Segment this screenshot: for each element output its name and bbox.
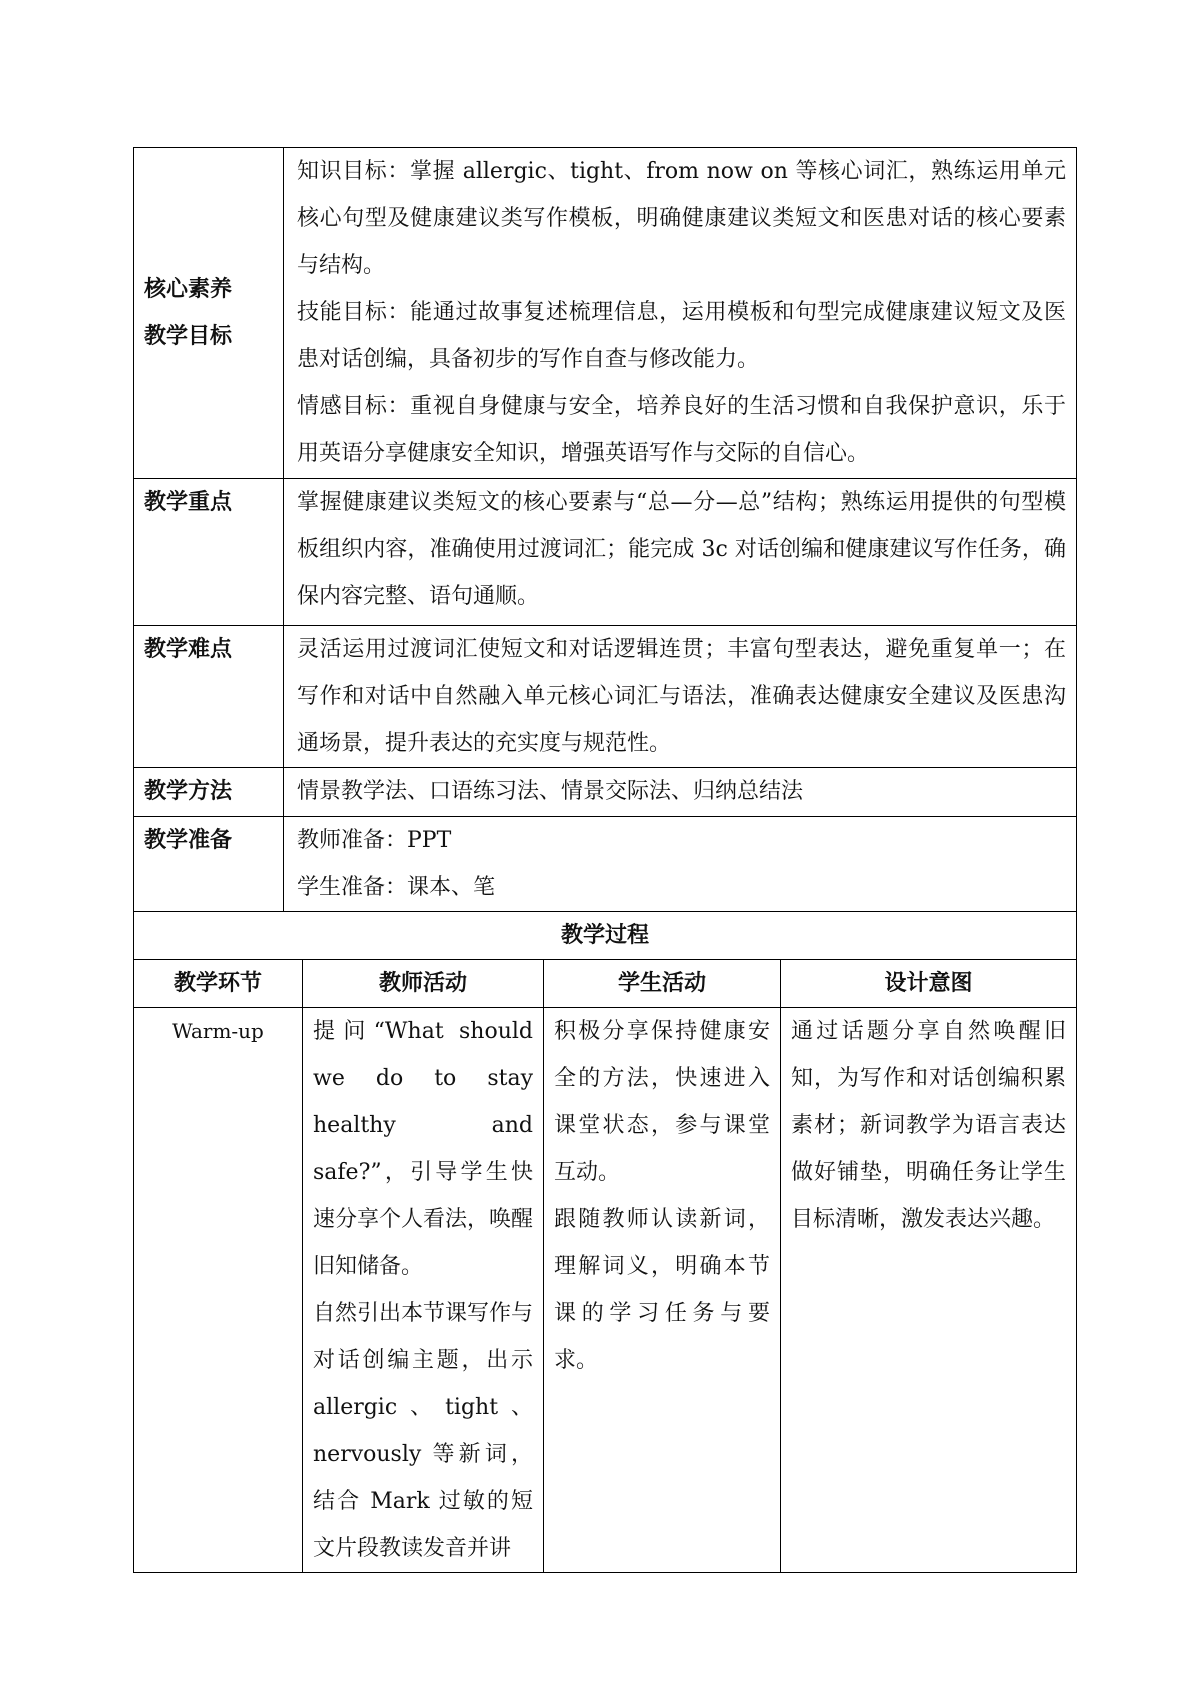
table-row: [134, 912, 1077, 960]
key-points-content: [284, 479, 1077, 626]
lesson-info-table: [133, 147, 1077, 912]
column-header: 设计意图: [781, 960, 1077, 1008]
teacher-activity-cell: [303, 1008, 544, 1573]
paragraph: 情景教学法、口语练习法、情景交际法、归纳总结法: [297, 779, 804, 804]
row-label-methods: [134, 768, 284, 817]
preparation-content: [284, 817, 1077, 912]
table-row: [134, 768, 1077, 817]
design-intent-cell: [781, 1008, 1077, 1573]
paragraph: 技能目标：能通过故事复述梳理信息，运用模板和句型完成健康建议短文及医患对话创编，具备初步的写作自查与修改能力。: [297, 300, 1066, 372]
table-row: [134, 148, 1077, 479]
label-line: 教学难点: [144, 636, 233, 662]
process-table: [133, 911, 1077, 1573]
paragraph: 通过话题分享自然唤醒旧知，为写作和对话创编积累素材；新词教学为语言表达做好铺垫，明确任务让学生目标清晰，激发表达兴趣。: [791, 1019, 1067, 1232]
stage-label: Warm-up: [172, 1019, 264, 1043]
table-header-row: [134, 960, 1077, 1008]
label-line: 教学准备: [144, 827, 233, 853]
table-row: [134, 626, 1077, 768]
row-label-key-points: [134, 479, 284, 626]
methods-content: [284, 768, 1077, 817]
difficulties-content: [284, 626, 1077, 768]
paragraph: 掌握健康建议类短文的核心要素与“总—分—总”结构；熟练运用提供的句型模板组织内容，准确使用过渡词汇；能完成 3c 对话创编和健康建议写作任务，确保内容完整、语句通顺。: [297, 490, 1066, 609]
process-title: 教学过程: [134, 912, 1077, 960]
column-header: 教学环节: [134, 960, 303, 1008]
table-row: [134, 817, 1077, 912]
label-line: 教学目标: [144, 323, 233, 349]
row-label-preparation: [134, 817, 284, 912]
row-label-objectives: [134, 148, 284, 479]
paragraph: 积极分享保持健康安全的方法，快速进入课堂状态，参与课堂互动。: [554, 1019, 770, 1185]
table-row: [134, 1008, 1077, 1573]
label-line: 核心素养: [144, 276, 233, 302]
paragraph: 教师准备：PPT: [297, 828, 452, 853]
objectives-content: [284, 148, 1077, 479]
table-row: [134, 479, 1077, 626]
column-header: 教师活动: [303, 960, 544, 1008]
stage-cell: [134, 1008, 303, 1573]
paragraph: 灵活运用过渡词汇使短文和对话逻辑连贯；丰富句型表达，避免重复单一；在写作和对话中自然融入单元核心词汇与语法，准确表达健康安全建议及医患沟通场景，提升表达的充实度与规范性。: [297, 637, 1066, 756]
paragraph: 自然引出本节课写作与对话创编主题，出示 allergic、tight、nervously 等新词，结合 Mark 过敏的短文片段教读发音并讲: [313, 1301, 534, 1561]
paragraph: 跟随教师认读新词，理解词义，明确本节课的学习任务与要求。: [554, 1207, 770, 1373]
paragraph: 情感目标：重视自身健康与安全，培养良好的生活习惯和自我保护意识，乐于用英语分享健康安全知识，增强英语写作与交际的自信心。: [297, 394, 1066, 466]
student-activity-cell: [544, 1008, 781, 1573]
label-line: 教学方法: [144, 778, 233, 804]
paragraph: 提问“What should we do to stay healthy and safe?”，引导学生快速分享个人看法，唤醒旧知储备。: [313, 1019, 534, 1279]
column-header: 学生活动: [544, 960, 781, 1008]
row-label-difficulties: [134, 626, 284, 768]
label-line: 教学重点: [144, 489, 233, 515]
paragraph: 学生准备：课本、笔: [297, 875, 496, 900]
paragraph: 知识目标：掌握 allergic、tight、from now on 等核心词汇，熟练运用单元核心句型及健康建议类写作模板，明确健康建议类短文和医患对话的核心要素与结构。: [297, 159, 1066, 278]
